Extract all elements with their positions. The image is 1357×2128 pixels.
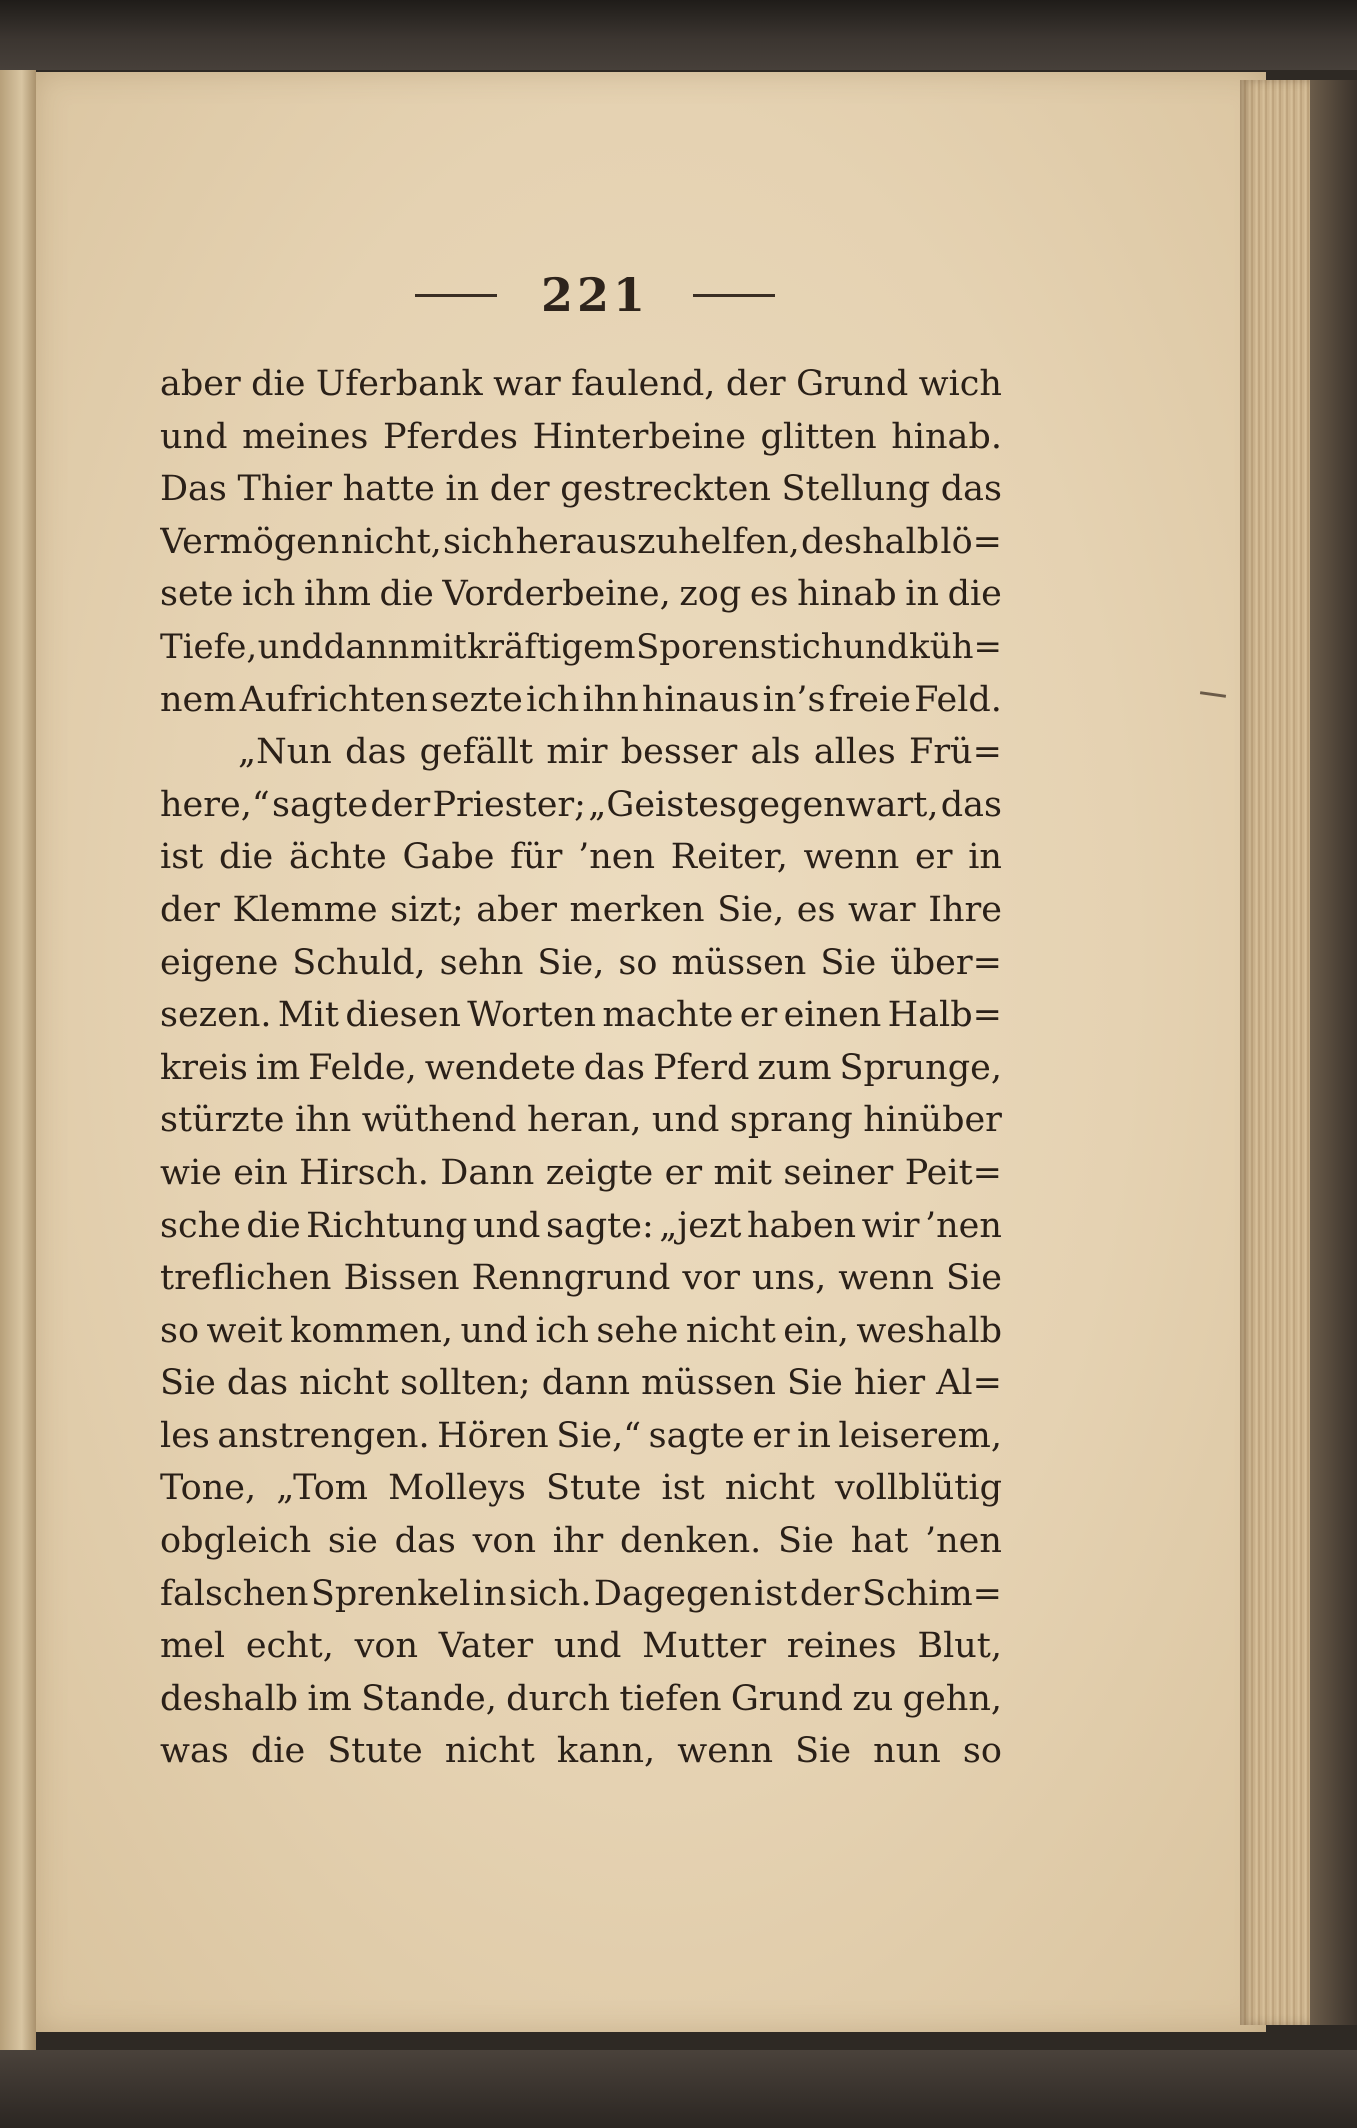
word: diesen — [345, 995, 461, 1036]
word: Hinterbeine — [532, 416, 746, 457]
word: wie — [160, 1152, 222, 1193]
word: von — [472, 1521, 536, 1562]
word: ist — [160, 837, 204, 878]
word: zog — [679, 574, 742, 615]
word: sagte — [272, 784, 369, 825]
word: alles — [813, 732, 896, 773]
word: sete — [160, 574, 234, 615]
word: Thier — [237, 469, 332, 510]
word: Sie — [787, 1363, 843, 1404]
word: ein, — [783, 1310, 849, 1351]
word: hier — [853, 1363, 926, 1404]
word: aber — [160, 364, 241, 404]
word: hinüber — [863, 1100, 1002, 1141]
word: es — [796, 889, 836, 930]
text-line — [160, 1515, 1002, 1568]
word: wenn — [803, 837, 900, 878]
word: die — [218, 837, 274, 878]
word: müssen — [671, 942, 807, 983]
word: sagte: — [545, 1205, 654, 1246]
word: Sie, — [537, 942, 605, 983]
word: nicht — [724, 1468, 815, 1509]
word: mir — [546, 732, 608, 773]
text-line — [160, 726, 1002, 779]
word: so — [160, 1310, 200, 1351]
word: kommen, — [289, 1310, 454, 1351]
word: echt, — [245, 1626, 334, 1667]
text-line — [160, 1200, 1002, 1253]
word: und — [651, 1100, 720, 1141]
word: Schim= — [862, 1573, 1002, 1614]
word: tiefen — [619, 1678, 722, 1719]
text-line — [160, 1410, 1002, 1463]
word: sezte — [430, 679, 523, 720]
word: sehe — [596, 1310, 679, 1351]
word: sollten; — [400, 1363, 531, 1404]
word: Pferdes — [382, 416, 518, 457]
text-line — [160, 1147, 1002, 1200]
text-line — [160, 1673, 1002, 1726]
word: Hören — [437, 1415, 549, 1456]
word: Sie — [160, 1363, 216, 1404]
word: falschen — [160, 1573, 309, 1614]
word: nicht — [444, 1731, 535, 1772]
word: „Nun — [238, 732, 332, 773]
text-line — [160, 1725, 1002, 1778]
word: wenn — [838, 1258, 934, 1299]
word: obgleich — [160, 1521, 312, 1562]
word: Tone, — [160, 1468, 257, 1509]
word: Stute — [327, 1731, 423, 1772]
word: Reiter, — [670, 837, 788, 878]
text-line — [160, 1568, 1002, 1621]
book-cover-bottom — [0, 2050, 1357, 2128]
word: in — [905, 574, 939, 615]
text-line — [160, 989, 1002, 1042]
word: und — [553, 1626, 622, 1667]
word: Klemme — [232, 889, 378, 930]
word: er — [915, 837, 953, 878]
word: die — [251, 364, 306, 404]
word: Worten — [467, 995, 596, 1036]
word: Sie — [820, 942, 877, 983]
word: Mutter — [642, 1626, 767, 1667]
word: für — [510, 837, 563, 878]
text-line — [160, 1462, 1002, 1515]
word: Feld. — [914, 679, 1002, 720]
word: die — [947, 574, 1002, 615]
word: uns, — [752, 1258, 827, 1299]
word: durch — [506, 1678, 610, 1719]
word: er — [739, 995, 778, 1036]
text-line — [160, 568, 1002, 621]
text-line — [160, 831, 1002, 884]
word: kräftigem — [467, 626, 636, 667]
word: nun — [873, 1731, 941, 1772]
word: war — [848, 889, 916, 930]
text-line — [160, 1252, 1002, 1305]
word: glitten — [760, 416, 877, 457]
word: ich — [525, 679, 580, 720]
word: vollblütig — [834, 1468, 1002, 1509]
word: über= — [890, 942, 1002, 983]
word: so — [962, 1731, 1002, 1772]
word: und — [257, 626, 324, 667]
text-line — [160, 1042, 1002, 1095]
word: der — [370, 784, 431, 825]
text-line — [160, 937, 1002, 990]
word: „jezt — [659, 1205, 742, 1246]
word: ist — [661, 1468, 705, 1509]
word: haben — [747, 1205, 857, 1246]
text-line — [160, 1305, 1002, 1358]
word: in’s — [762, 679, 826, 720]
word: merken — [569, 889, 705, 930]
word: reines — [786, 1626, 897, 1667]
word: meines — [242, 416, 369, 457]
word: hinaus — [641, 679, 760, 720]
word: Priester; — [432, 784, 586, 825]
word: ihr — [552, 1521, 604, 1562]
word: Vermögen — [160, 521, 340, 562]
word: sezen. — [160, 995, 272, 1036]
word: und — [472, 1205, 541, 1246]
page-number: 221 — [540, 268, 650, 322]
word: Dann — [440, 1152, 535, 1193]
word: Frü= — [909, 732, 1002, 773]
word: here,“ — [160, 784, 270, 825]
word: eigene — [160, 942, 279, 983]
word: Mit — [277, 995, 339, 1036]
word: sagte — [648, 1415, 745, 1456]
word: Gabe — [402, 837, 495, 878]
text-line — [160, 516, 1002, 569]
word: Grund — [796, 364, 909, 404]
word: der — [489, 469, 550, 510]
word: les — [160, 1415, 210, 1456]
word: Das — [160, 469, 227, 510]
word: als — [750, 732, 801, 773]
word: wich — [918, 364, 1002, 404]
word: kann, — [556, 1731, 656, 1772]
word: war — [493, 364, 561, 404]
word: stürzte — [160, 1100, 285, 1141]
word: Sprenkel — [310, 1573, 471, 1614]
word: sprang — [729, 1100, 853, 1141]
word: Stute — [546, 1468, 642, 1509]
word: nem — [160, 679, 237, 720]
book-spine-shadow — [1310, 80, 1357, 2025]
word: ihn — [582, 679, 639, 720]
word: und — [460, 1310, 529, 1351]
text-line — [160, 1094, 1002, 1147]
word: zu — [852, 1678, 894, 1719]
word: wir — [861, 1205, 920, 1246]
word: hatte — [342, 469, 435, 510]
word: Felde, — [308, 1047, 417, 1088]
word: sehn — [439, 942, 524, 983]
word: der — [160, 889, 220, 930]
word: einen — [783, 995, 882, 1036]
word: „Geistesgegenwart, — [588, 784, 939, 825]
word: hat — [850, 1521, 909, 1562]
word: ist — [754, 1573, 798, 1614]
word: das — [940, 784, 1002, 825]
word: die — [246, 1205, 301, 1246]
word: in — [968, 837, 1002, 878]
word: Blut, — [917, 1626, 1002, 1667]
word: Stellung — [781, 469, 931, 510]
word: in — [445, 469, 480, 510]
word: Sprunge, — [839, 1047, 1002, 1088]
word: Peit= — [904, 1152, 1002, 1193]
word: lö= — [940, 521, 1002, 562]
word: Sie — [795, 1731, 852, 1772]
word: wüthend — [361, 1100, 517, 1141]
word: nicht — [685, 1310, 776, 1351]
word: und — [843, 626, 909, 667]
body-text — [160, 358, 1002, 1778]
word: denken. — [620, 1521, 762, 1562]
page-stack-edge — [1240, 80, 1310, 2025]
word: gehn, — [902, 1678, 1002, 1719]
word: deshalb — [160, 1678, 299, 1719]
header-dash-right — [693, 294, 775, 297]
word: Stande, — [361, 1678, 497, 1719]
word: küh= — [909, 626, 1002, 667]
word: das — [583, 1047, 646, 1088]
word: besser — [620, 732, 738, 773]
text-line — [160, 884, 1002, 937]
word: seiner — [783, 1152, 894, 1193]
word: Uferbank — [315, 364, 483, 404]
word: Vorderbeine, — [442, 574, 671, 615]
word: dann — [323, 626, 410, 667]
word: aber — [476, 889, 557, 930]
word: mit — [409, 626, 467, 667]
word: das — [940, 469, 1002, 510]
word: müssen — [641, 1363, 776, 1404]
word: die — [379, 574, 434, 615]
text-line — [160, 1357, 1002, 1410]
word: weit — [206, 1310, 283, 1351]
word: das — [345, 732, 407, 773]
word: ’nen — [578, 837, 656, 878]
text-line — [160, 358, 1002, 411]
word: Aufrichten — [239, 679, 428, 720]
word: gefällt — [419, 732, 534, 773]
word: das — [226, 1363, 289, 1404]
book-cover-top — [0, 0, 1357, 70]
word: anstrengen. — [217, 1415, 430, 1456]
word: Molleys — [388, 1468, 526, 1509]
word: sich. — [509, 1573, 592, 1614]
word: und — [160, 416, 228, 457]
word: Hirsch. — [299, 1152, 429, 1193]
word: Tiefe, — [160, 626, 258, 667]
word: freie — [828, 679, 911, 720]
word: herauszuhelfen, — [515, 521, 800, 562]
previous-page-edge — [0, 70, 36, 2050]
word: vor — [682, 1258, 740, 1299]
word: sich — [443, 521, 515, 562]
word: zum — [757, 1047, 832, 1088]
word: deshalb — [801, 521, 940, 562]
word: Grund — [730, 1678, 844, 1719]
word: mit — [713, 1152, 772, 1193]
header-dash-left — [415, 294, 497, 297]
word: in — [472, 1573, 507, 1614]
word: Bissen — [343, 1258, 460, 1299]
word: sizt; — [390, 889, 464, 930]
word: Schuld, — [292, 942, 426, 983]
word: hinab. — [891, 416, 1002, 457]
word: kreis — [160, 1047, 248, 1088]
word: machte — [602, 995, 734, 1036]
word: was — [160, 1731, 229, 1772]
word: von — [354, 1626, 418, 1667]
word: Renngrund — [471, 1258, 671, 1299]
word: treflichen — [160, 1258, 332, 1299]
word: zeigte — [545, 1152, 654, 1193]
word: im — [307, 1678, 352, 1719]
word: ihm — [303, 574, 371, 615]
word: dann — [541, 1363, 631, 1404]
word: sie — [327, 1521, 378, 1562]
word: ’nen — [925, 1205, 1002, 1246]
word: gestreckten — [560, 469, 771, 510]
word: in — [797, 1415, 831, 1456]
word: leiserem, — [838, 1415, 1002, 1456]
word: im — [255, 1047, 301, 1088]
word: ein — [233, 1152, 288, 1193]
word: weshalb — [856, 1310, 1002, 1351]
text-line — [160, 1620, 1002, 1673]
word: so — [618, 942, 658, 983]
text-line — [160, 621, 1002, 674]
text-line — [160, 674, 1002, 727]
word: Al= — [936, 1363, 1002, 1404]
word: Halb= — [887, 995, 1002, 1036]
word: heran, — [526, 1100, 642, 1141]
word: sche — [160, 1205, 241, 1246]
word: Pferd — [653, 1047, 750, 1088]
word: faulend, — [571, 364, 716, 404]
text-line — [160, 463, 1002, 516]
word: Sie — [946, 1258, 1002, 1299]
word: „Tom — [276, 1468, 368, 1509]
text-line — [160, 779, 1002, 832]
word: der — [799, 1573, 860, 1614]
word: er — [664, 1152, 703, 1193]
word: ihn — [294, 1100, 352, 1141]
word: es — [749, 574, 789, 615]
word: nicht — [299, 1363, 390, 1404]
word: ’nen — [924, 1521, 1002, 1562]
word: er — [752, 1415, 790, 1456]
word: nicht, — [340, 521, 442, 562]
word: das — [394, 1521, 456, 1562]
word: ich — [242, 574, 296, 615]
word: der — [725, 364, 786, 404]
word: Ihre — [928, 889, 1002, 930]
word: die — [250, 1731, 306, 1772]
word: Sie — [778, 1521, 834, 1562]
word: Vater — [438, 1626, 534, 1667]
word: Sie,“ — [556, 1415, 642, 1456]
word: Dagegen — [593, 1573, 752, 1614]
word: Richtung — [306, 1205, 468, 1246]
word: Sporenstich — [635, 626, 843, 667]
text-line — [160, 411, 1002, 464]
word: wendete — [424, 1047, 576, 1088]
page-header — [395, 270, 795, 320]
word: Sie, — [717, 889, 785, 930]
word: ich — [535, 1310, 589, 1351]
word: mel — [160, 1626, 226, 1667]
word: ächte — [288, 837, 387, 878]
word: hinab — [797, 574, 897, 615]
word: wenn — [677, 1731, 774, 1772]
